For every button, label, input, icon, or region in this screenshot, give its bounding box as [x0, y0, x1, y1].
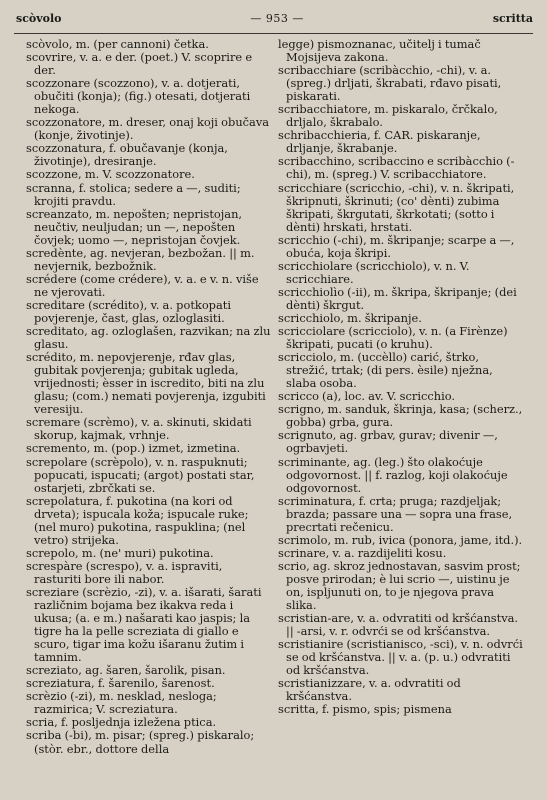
dictionary-entry: scricchiolìo (-ii), m. škripa, škripanje; (dei dènti) škrgut. — [278, 284, 517, 312]
right-column — [278, 38, 524, 716]
dictionary-entry: scricchiolare (scricchiolo), v. n. V. scricchiare. — [278, 258, 470, 286]
dictionary-entry: scrèzio (-zi), m. nesklad, nesloga; razmirica; V. screziatura. — [26, 689, 217, 717]
dictionary-entry: scrédere (come crédere), v. a. e v. n. više ne vjerovati. — [26, 271, 259, 299]
dictionary-entry: scremare (scrèmo), v. a. skinuti, skidati skorup, kajmak, vrhnje. — [26, 415, 252, 443]
dictionary-entry: scricciolare (scricciolo), v. n. (a Firènze) škripati, pucati (o kruhu). — [278, 324, 508, 352]
dictionary-entry: scribacchiare (scribàcchio, -chi), v. a. (spreg.) drljati, škrabati, rđavo pisati, piskarati. — [278, 63, 502, 104]
dictionary-entry: scozzonatura, f. obučavanje (konja, životinje), dresiranje. — [26, 141, 228, 169]
dictionary-entry: scredènte, ag. nevjeran, bezbožan. || m. nevjernik, bezbožnik. — [26, 245, 255, 273]
dictionary-entry: scristianire (scristianisco, -sci), v. n. odvrći se od kršćanstva. || v. a. (p. u.) odvratiti od kršćanstva. — [278, 637, 523, 678]
dictionary-entry: scristian-are, v. a. odvratiti od kršćanstva. || -arsi, v. r. odvrći se od kršćanstva. — [278, 611, 519, 639]
header-right-headword: scritta — [492, 12, 533, 25]
dictionary-entry: scòvolo, m. (per cannoni) četka. — [26, 37, 209, 51]
dictionary-entry: scrigno, m. sanduk, škrinja, kasa; (scherz., gobba) grba, gura. — [278, 402, 523, 430]
dictionary-entry: scrimolo, m. rub, ivica (ponora, jame, itd.). — [278, 532, 523, 547]
dictionary-entry: scremento, m. (pop.) izmet, izmetina. — [26, 441, 241, 456]
dictionary-entry: screziare (scrèzio, -zi), v. a. išarati, šarati različnim bojama bez ikakva reda i ukusa; (a. e m.) našarati kao jaspis; la tigre ha la pelle screziata di giallo e scuro, tigar ima kožu išaranu žutim i tamnim. — [26, 584, 262, 665]
dictionary-entry: scribacchiatore, m. piskaralo, črčkalo, drljalo, škrabalo. — [278, 102, 498, 130]
page-number: — 953 — — [250, 12, 304, 25]
dictionary-entry: scricchiolo, m. škripanje. — [278, 310, 422, 325]
dictionary-entry: scrignuto, ag. grbav, gurav; divenir —, ogrbavjeti. — [278, 428, 498, 456]
dictionary-entry: screziato, ag. šaren, šarolik, pisan. — [26, 663, 226, 678]
dictionary-entry: scozzonatore, m. dreser, onaj koji obučava (konje, životinje). — [26, 115, 270, 143]
dictionary-entry: schribacchieria, f. CAR. piskaranje, drljanje, škrabanje. — [278, 128, 481, 156]
dictionary-entry: scrinare, v. a. razdijeliti kosu. — [278, 545, 447, 560]
page-header — [16, 12, 533, 30]
dictionary-entry: scritta, f. pismo, spis; pismena — [278, 702, 452, 717]
dictionary-entry: scricciolo, m. (uccèllo) carić, štrko, strežić, trtak; (di pers. èsile) nježna, slaba osoba. — [278, 350, 493, 391]
dictionary-entry: scriminante, ag. (leg.) što olakoćuje odgovornost. || f. razlog, koji olakoćuje odgovornost. — [278, 454, 508, 495]
dictionary-entry: screanzato, m. nepošten; nepristojan, neučtiv, neuljudan; un —, nepošten čovjek; uomo —, nepristojan čovjek. — [26, 206, 243, 247]
dictionary-entry: legge) pismoznanac, učitelj i tumač Mojsijeva zakona. — [278, 37, 481, 65]
dictionary-entry: screditato, ag. ozloglašen, razvikan; na zlu glasu. — [26, 324, 271, 352]
dictionary-entry: scristianizzare, v. a. odvratiti od kršćanstva. — [278, 676, 461, 704]
header-rule — [14, 33, 533, 34]
dictionary-entry: scriminatura, f. crta; pruga; razdjeljak; brazda; passare una — sopra una frase, precrtati rečenicu. — [278, 493, 513, 534]
dictionary-entry: screpolatura, f. pukotina (na kori od drveta); ispucala koža; ispucale ruke; (nel muro) pukotina, raspuklina; (nel vetro) strijeka. — [26, 493, 249, 547]
dictionary-entry: scrio, ag. skroz jednostavan, sasvim prost; posve prirodan; è lui scrio —, uistinu je on, ispljunuti on, to je njegova prava slika. — [278, 558, 521, 613]
dictionary-entry: screpolare (scrèpolo), v. n. raspuknuti; popucati, ispucati; (argot) postati star, ostarjeti, zbrčkati se. — [26, 454, 255, 495]
dictionary-entry: scricchiare (scricchio, -chi), v. n. škripati, škripnuti, škrinuti; (co' dènti) zubima škripati, škrgutati, škrkotati; (sotto i dènti) hrskati, hrstati. — [278, 180, 515, 234]
left-column — [26, 38, 272, 756]
dictionary-entry: scozzone, m. V. scozzonatore. — [26, 167, 195, 182]
dictionary-entry: scrédito, m. nepovjerenje, rđav glas, gubitak povjerenja; gubitak ugleda, vrijednosti; èsser in iscredito, biti na zlu glasu; (com.) nemati povjerenja, izgubiti veresiju. — [26, 350, 266, 417]
dictionary-entry: screspàre (screspo), v. a. ispraviti, rasturiti bore ili nabor. — [26, 558, 223, 586]
header-left-headword: scòvolo — [16, 12, 62, 25]
dictionary-entry: scriba (-bi), m. pisar; (spreg.) piskaralo; (stòr. ebr., dottore della — [26, 728, 255, 756]
dictionary-entry: screziatura, f. šarenilo, šarenost. — [26, 676, 215, 691]
dictionary-entry: scribacchino, scribaccino e scribàcchio (-chi), m. (spreg.) V. scribacchiatore. — [278, 154, 515, 182]
dictionary-entry: scranna, f. stolica; sedere a —, suditi; krojiti pravdu. — [26, 180, 241, 208]
dictionary-entry: scovrire, v. a. e der. (poet.) V. scoprire e der. — [26, 50, 253, 78]
dictionary-entry: screpolo, m. (ne' muri) pukotina. — [26, 545, 214, 560]
dictionary-entry: scricchio (-chi), m. škripanje; scarpe a —, obuća, koja škripi. — [278, 232, 515, 260]
dictionary-entry: scria, f. posljednja izležena ptica. — [26, 715, 217, 730]
dictionary-entry: screditare (scrédito), v. a. potkopati povjerenje, čast, glas, ozloglasiti. — [26, 297, 231, 325]
dictionary-entry: scricco (a), loc. av. V. scricchio. — [278, 389, 456, 404]
dictionary-entry: scozzonare (scozzono), v. a. dotjerati, obučiti (konja); (fig.) otesati, dotjerati nekoga. — [26, 76, 251, 117]
